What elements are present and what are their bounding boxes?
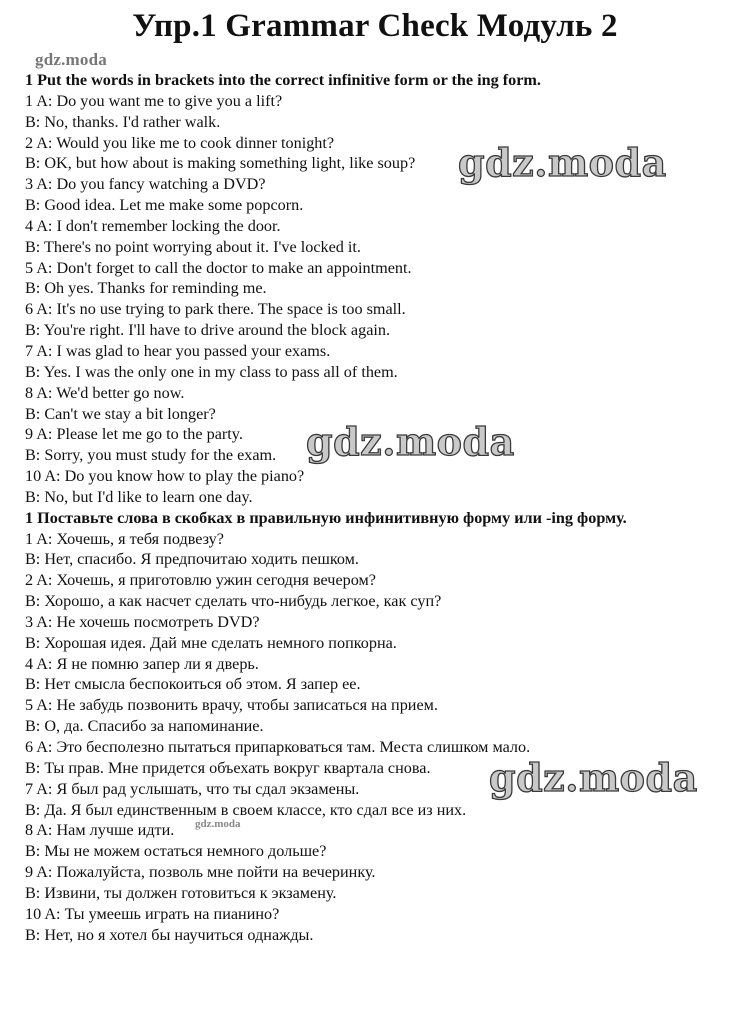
dialogue-line: B: Хорошо, а как насчет сделать что-нибудь легкое, как суп? [25,592,442,611]
watermark-large-2: gdz.moda [306,419,515,464]
dialogue-line: 2 A: Would you like me to cook dinner tonight? [25,133,335,152]
english-dialogue [25,91,740,508]
page-title: Упр.1 Grammar Check Модуль 2 [132,8,618,44]
dialogue-line: 8 A: Нам лучше идти. [25,821,175,840]
dialogue-line: 9 A: Пожалуйста, позволь мне пойти на вечеринку. [25,863,376,882]
dialogue-line: B: You're right. I'll have to drive around the block again. [25,321,391,340]
dialogue-line: 8 A: We'd better go now. [25,383,185,402]
dialogue-line: 5 A: Don't forget to call the doctor to make an appointment. [25,258,412,277]
watermark-large-3: gdz.moda [489,755,698,800]
dialogue-line: B: Нет, но я хотел бы научиться однажды. [25,925,314,944]
dialogue-line: B: Нет смысла беспокоиться об этом. Я запер ее. [25,675,361,694]
dialogue-line: B: Да. Я был единственным в своем классе, кто сдал все из них. [25,800,467,819]
dialogue-line: 2 A: Хочешь, я приготовлю ужин сегодня вечером? [25,571,376,590]
english-instruction: 1 Put the words in brackets into the correct infinitive form or the ing form. [25,71,541,89]
dialogue-line: B: There's no point worrying about it. I've locked it. [25,237,361,256]
dialogue-line: 4 A: Я не помню запер ли я дверь. [25,654,259,673]
dialogue-line: 10 A: Do you know how to play the piano? [25,467,305,486]
russian-dialogue [25,529,740,946]
dialogue-line: 7 A: Я был рад услышать, что ты сдал экзамены. [25,779,360,798]
dialogue-line: B: Нет, спасибо. Я предпочитаю ходить пешком. [25,550,359,569]
dialogue-line: 1 A: Хочешь, я тебя подвезу? [25,529,224,548]
watermark-tiny: gdz.moda [195,818,241,830]
dialogue-line: 1 A: Do you want me to give you a lift? [25,91,283,110]
exercise-content [25,70,740,945]
dialogue-line: B: No, thanks. I'd rather walk. [25,112,221,131]
dialogue-line: B: Good idea. Let me make some popcorn. [25,196,304,215]
dialogue-line: B: Извини, ты должен готовиться к экзамену. [25,883,337,902]
dialogue-line: B: Can't we stay a bit longer? [25,404,216,423]
dialogue-line: B: OK, but how about is making something light, like soup? [25,154,416,173]
dialogue-line: B: Хорошая идея. Дай мне сделать немного попкорна. [25,633,397,652]
dialogue-line: 10 A: Ты умеешь играть на пианино? [25,904,280,923]
dialogue-line: 6 A: Это бесполезно пытаться припарковаться там. Места слишком мало. [25,738,531,756]
russian-instruction: 1 Поставьте слова в скобках в правильную инфинитивную форму или -ing форму. [25,508,627,527]
dialogue-line: 3 A: Не хочешь посмотреть DVD? [25,612,260,631]
dialogue-line: B: Oh yes. Thanks for reminding me. [25,279,267,298]
dialogue-line: B: Yes. I was the only one in my class to pass all of them. [25,362,398,381]
watermark-top-left: gdz.moda [35,50,107,69]
dialogue-line: 4 A: I don't remember locking the door. [25,216,281,235]
dialogue-line: 3 A: Do you fancy watching a DVD? [25,175,266,194]
dialogue-line: B: Sorry, you must study for the exam. [25,446,277,465]
watermark-large-1: gdz.moda [458,140,667,185]
dialogue-line: B: Ты прав. Мне придется объехать вокруг квартала снова. [25,758,431,777]
dialogue-line: B: Мы не можем остаться немного дольше? [25,842,327,861]
dialogue-line: 6 A: It's no use trying to park there. The space is too small. [25,300,406,319]
dialogue-line: B: No, but I'd like to learn one day. [25,487,253,506]
dialogue-line: B: О, да. Спасибо за напоминание. [25,717,264,736]
dialogue-line: 7 A: I was glad to hear you passed your exams. [25,341,331,360]
dialogue-line: 5 A: Не забудь позвонить врачу, чтобы записаться на прием. [25,696,438,715]
dialogue-line: 9 A: Please let me go to the party. [25,425,243,444]
